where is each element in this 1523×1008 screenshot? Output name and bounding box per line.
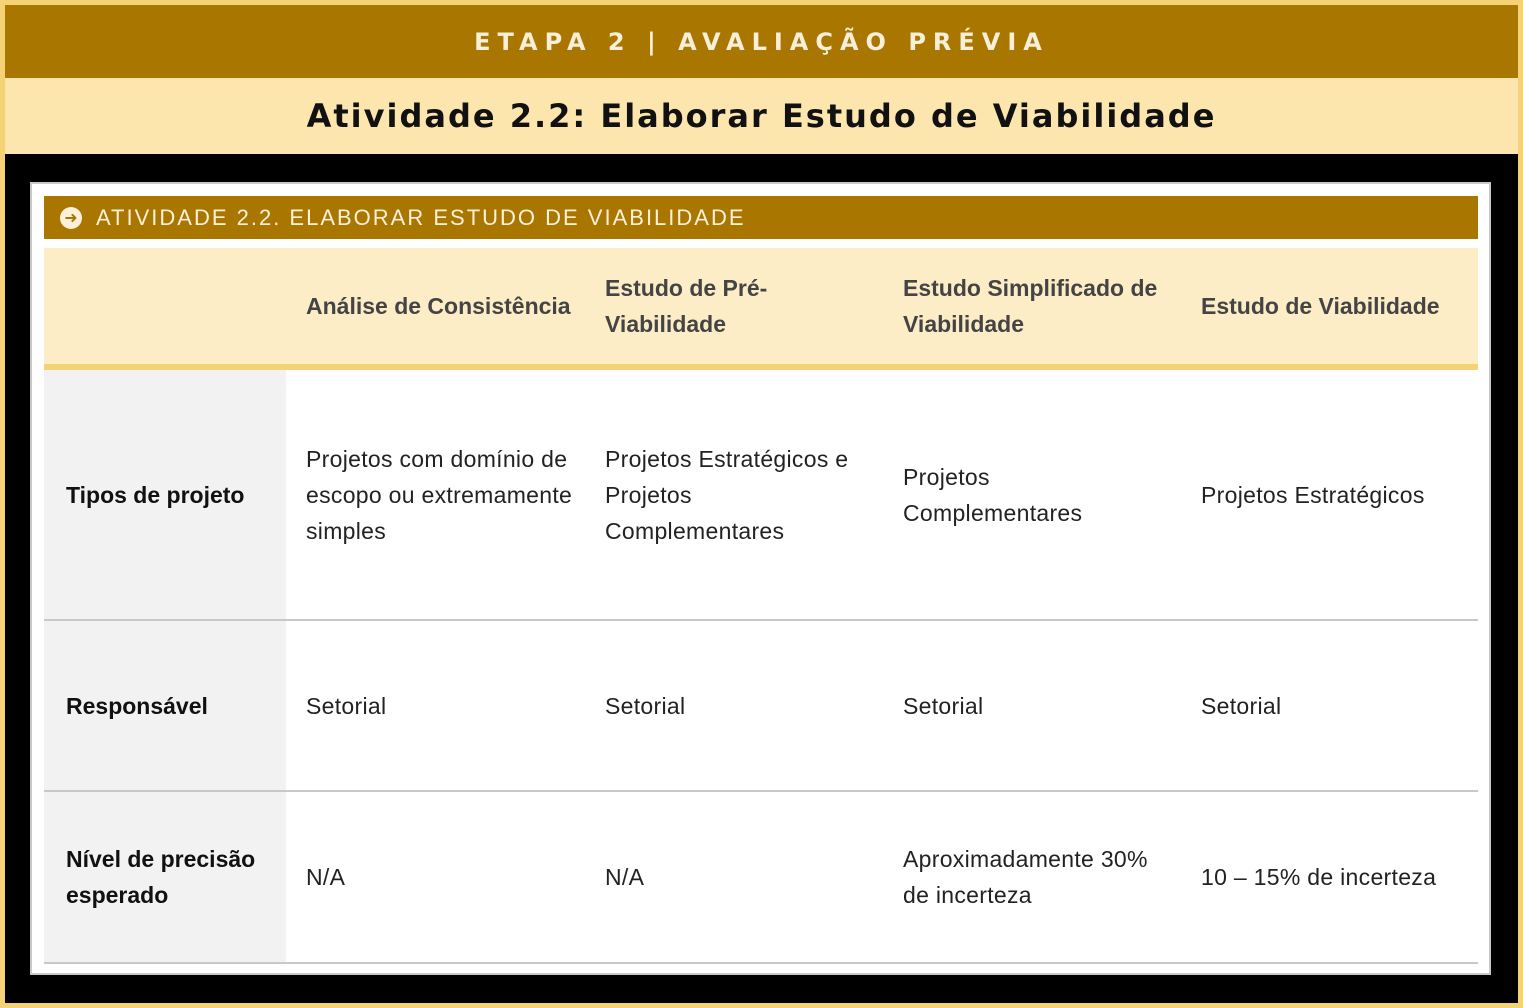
- activity-title: Atividade 2.2: Elaborar Estudo de Viabilidade: [306, 97, 1217, 135]
- activity-card: [30, 182, 1491, 975]
- row-header: Tipos de projeto: [44, 370, 286, 619]
- card-title: ATIVIDADE 2.2. ELABORAR ESTUDO DE VIABILIDADE: [96, 204, 746, 230]
- arrow-right-circle-icon: ➜: [60, 207, 82, 229]
- table-cell: N/A: [605, 864, 645, 890]
- table-cell: Projetos Complementares: [903, 463, 1083, 526]
- comparison-table: [44, 248, 1478, 964]
- header-cell: Estudo Simplificado de Viabilidade: [903, 275, 1158, 337]
- table-row: [44, 621, 1478, 792]
- row-header: Responsável: [44, 621, 286, 790]
- header-cell: Análise de Consistência: [306, 293, 571, 319]
- table-cell: Projetos Estratégicos e Projetos Complementares: [605, 445, 849, 544]
- header-cell: Estudo de Viabilidade: [1201, 293, 1440, 319]
- table-cell: Setorial: [605, 692, 686, 719]
- stage-title: ETAPA 2 | AVALIAÇÃO PRÉVIA: [474, 27, 1049, 56]
- table-row: [44, 370, 1478, 621]
- card-header: [44, 196, 1478, 239]
- row-header: Nível de precisão esperado: [44, 792, 286, 962]
- table-header-row: [44, 248, 1478, 370]
- table-cell: 10 – 15% de incerteza: [1201, 864, 1437, 890]
- table-cell: Aproximadamente 30% de incerteza: [903, 846, 1148, 908]
- table-cell: Setorial: [903, 692, 984, 719]
- header-cell: Estudo de Pré-Viabilidade: [605, 275, 768, 337]
- table-cell: Setorial: [1201, 692, 1282, 719]
- table-cell: Projetos com domínio de escopo ou extremamente simples: [306, 445, 573, 544]
- stage-banner: [5, 5, 1518, 78]
- table-cell: Projetos Estratégicos: [1201, 481, 1425, 508]
- table-cell: Setorial: [306, 692, 387, 719]
- table-cell: N/A: [306, 864, 346, 890]
- table-row: [44, 792, 1478, 964]
- activity-subtitle: [5, 78, 1518, 154]
